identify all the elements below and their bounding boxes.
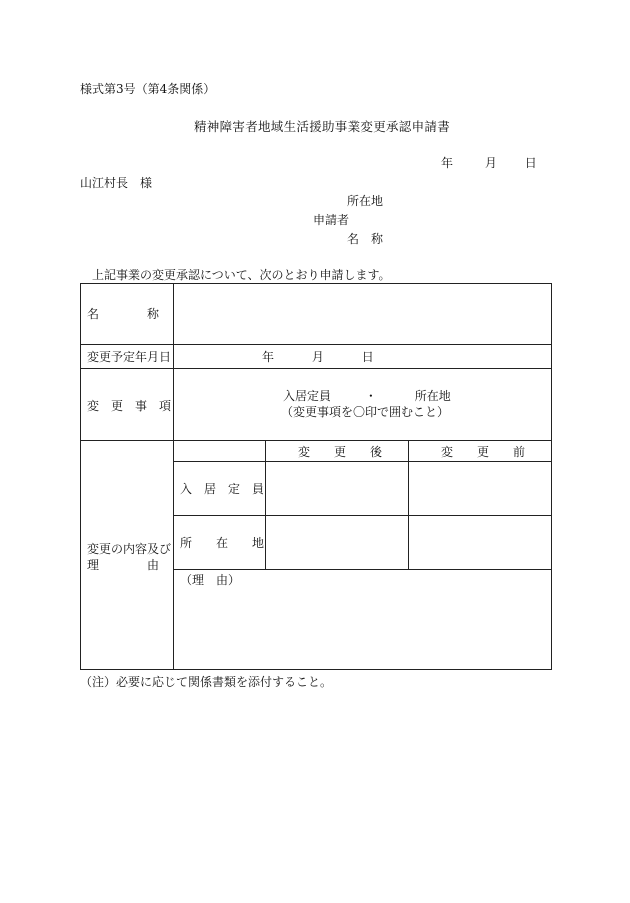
before-header: 変 更 前 (441, 445, 526, 459)
row-divider (81, 344, 551, 345)
option-capacity[interactable]: 入居定員 (283, 389, 332, 403)
scheduled-month: 月 (311, 350, 324, 364)
option-separator: ・ (364, 389, 377, 403)
name-label: 名 称 (87, 307, 160, 321)
option-location[interactable]: 所在地 (414, 389, 451, 403)
applicant-address-label: 所在地 (347, 194, 384, 208)
form-number: 様式第3号（第4条関係） (80, 82, 216, 96)
row-divider (173, 569, 551, 570)
location-before-field[interactable] (409, 516, 551, 569)
date-year: 年 (441, 156, 454, 170)
name-field[interactable] (174, 284, 551, 344)
date-day: 日 (524, 156, 537, 170)
applicant-name-label: 名 称 (347, 232, 384, 246)
scheduled-day: 日 (361, 350, 374, 364)
scheduled-date-label: 変更予定年月日 (87, 350, 172, 364)
details-label-line1: 変更の内容及び (87, 542, 172, 556)
row-divider (81, 368, 551, 369)
addressee: 山江村長 様 (80, 176, 153, 190)
scheduled-year: 年 (262, 350, 275, 364)
application-date (441, 157, 537, 169)
document-title: 精神障害者地域生活援助事業変更承認申請書 (194, 119, 451, 134)
details-label-line2: 理 由 (87, 558, 160, 572)
date-month: 月 (484, 156, 497, 170)
application-table (80, 283, 552, 670)
row-divider (81, 440, 551, 441)
change-options (283, 390, 451, 402)
after-header: 変 更 後 (298, 445, 383, 459)
reason-field[interactable] (174, 590, 551, 668)
capacity-label: 入 居 定 員 (180, 482, 265, 496)
scheduled-date-field[interactable] (262, 351, 374, 363)
location-after-field[interactable] (266, 516, 408, 569)
capacity-after-field[interactable] (266, 462, 408, 515)
footnote: （注）必要に応じて関係書類を添付すること。 (80, 675, 333, 689)
change-item-label: 変 更 事 項 (87, 399, 172, 413)
capacity-before-field[interactable] (409, 462, 551, 515)
applicant-label: 申請者 (313, 213, 350, 227)
intro-text: 上記事業の変更承認について、次のとおり申請します。 (92, 268, 391, 282)
location-label: 所 在 地 (180, 536, 265, 550)
reason-label: （理 由） (180, 573, 241, 587)
change-instruction: （変更事項を〇印で囲むこと） (281, 405, 450, 419)
